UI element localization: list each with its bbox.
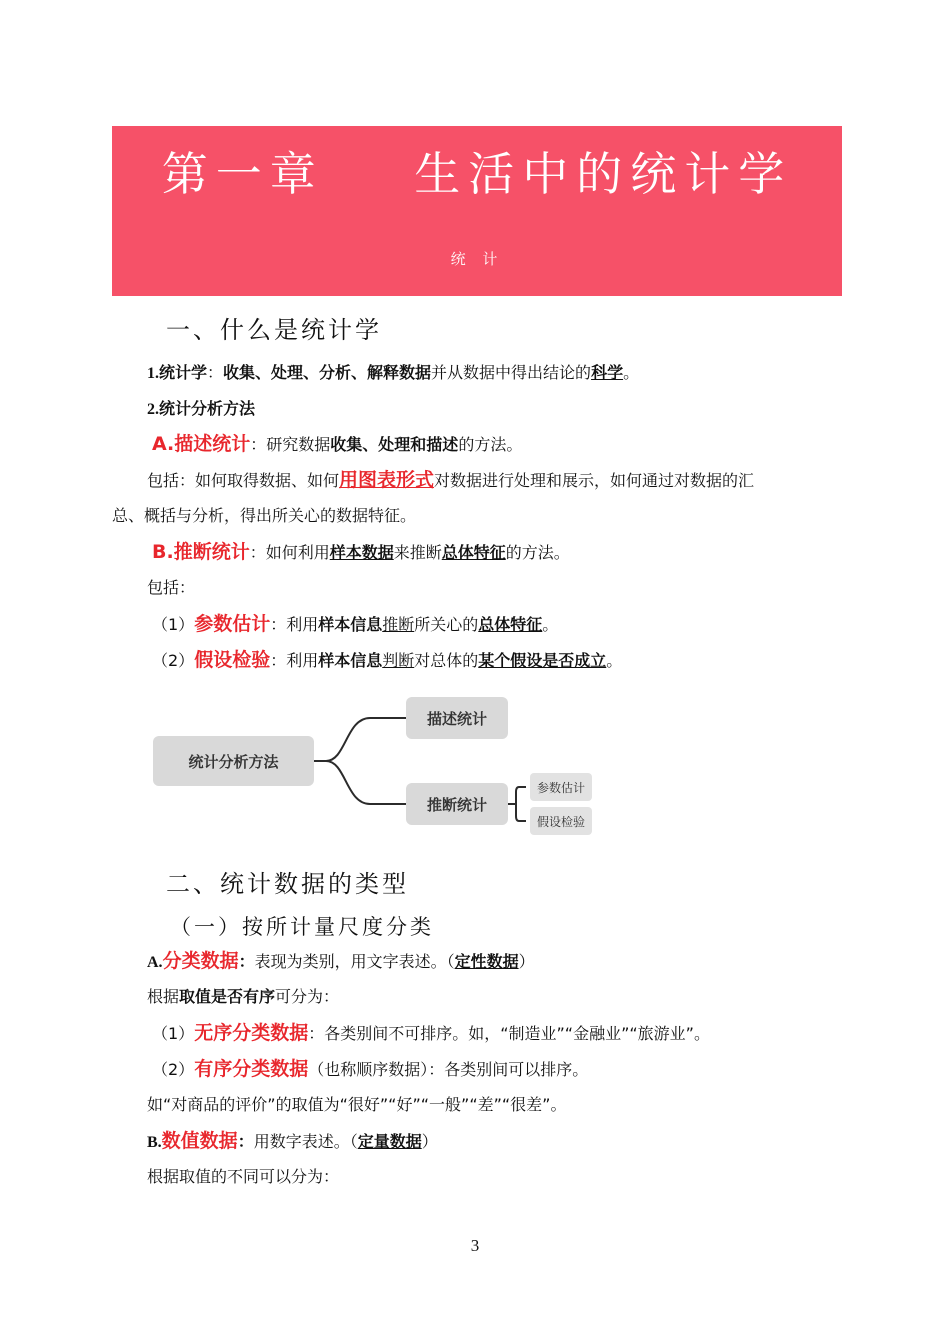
descriptive-includes-line1: 包括：如何取得数据、如何用图表形式对数据进行处理和展示，如何通过对数据的汇 <box>147 469 755 491</box>
mindmap-branch-descriptive: 描述统计 <box>406 697 508 739</box>
categorical-data-paragraph: A.分类数据：表现为类别，用文字表述。（定性数据） <box>147 950 535 972</box>
section1-heading: 一、什么是统计学 <box>166 316 382 344</box>
numerical-data-paragraph: B.数值数据：用数字表述。（定量数据） <box>147 1130 438 1152</box>
chapter-title: 第一章 生活中的统计学 <box>161 147 793 201</box>
page-number: 3 <box>470 1236 480 1255</box>
ordinal-example: 如“对商品的评价”的取值为“很好”“好”“一般”“差”“很差”。 <box>147 1095 567 1114</box>
chapter-subtitle: 统 计 <box>450 250 504 268</box>
descriptive-includes-line2: 总、概括与分析，得出所关心的数据特征。 <box>112 506 417 525</box>
mindmap-leaf-estimation: 参数估计 <box>530 773 592 801</box>
item-ordinal-data: （2）有序分类数据（也称顺序数据）：各类别间可以排序。 <box>152 1058 589 1080</box>
definition-paragraph: 1.统计学：收集、处理、分析、解释数据并从数据中得出结论的科学。 <box>147 363 640 382</box>
categorical-division: 根据取值是否有序可分为： <box>147 987 340 1006</box>
methods-heading: 2.统计分析方法 <box>147 399 256 418</box>
inferential-stats-paragraph: B.推断统计：如何利用样本数据来推断总体特征的方法。 <box>152 541 570 563</box>
item-hypothesis-testing: （2）假设检验：利用样本信息判断对总体的某个假设是否成立。 <box>152 649 623 671</box>
descriptive-stats-label: A.描述统计 <box>152 433 251 455</box>
numerical-division: 根据取值的不同可以分为： <box>147 1167 340 1186</box>
mindmap-leaf-testing: 假设检验 <box>530 807 592 835</box>
mindmap-branch-inferential: 推断统计 <box>406 783 508 825</box>
section2-heading: 二、统计数据的类型 <box>166 870 409 898</box>
inferential-includes: 包括： <box>147 578 196 597</box>
section2-subheading: （一）按所计量尺度分类 <box>170 915 434 939</box>
descriptive-stats-paragraph: A.描述统计：研究数据收集、处理和描述的方法。 <box>152 433 523 455</box>
item-parameter-estimation: （1）参数估计：利用样本信息推断所关心的总体特征。 <box>152 613 559 635</box>
item-nominal-data: （1）无序分类数据：各类别间不可排序。如，“制造业”“金融业”“旅游业”。 <box>152 1022 710 1044</box>
mindmap-root: 统计分析方法 <box>153 736 314 786</box>
inferential-stats-label: B.推断统计 <box>152 541 250 563</box>
